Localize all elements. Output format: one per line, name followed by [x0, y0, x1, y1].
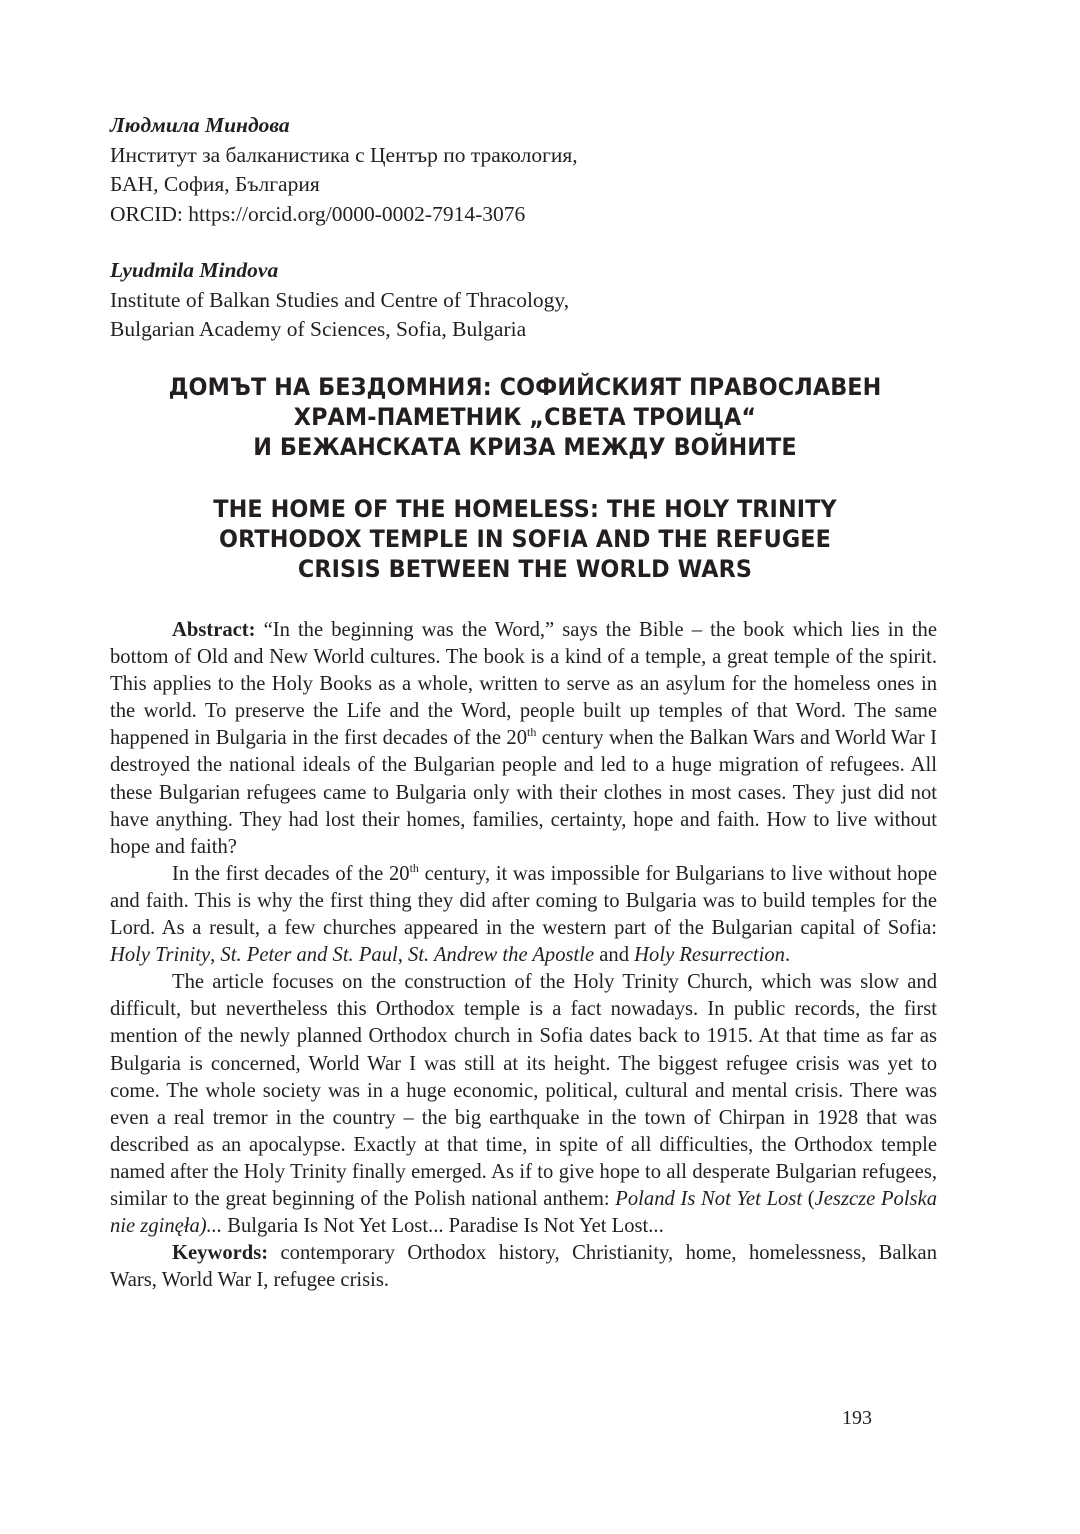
- abstract-paragraph-2: [110, 861, 937, 969]
- separator: ,: [397, 944, 409, 967]
- author-orcid: ORCID: https://orcid.org/0000-0002-7914-3076: [110, 201, 526, 226]
- title-line: ХРАМ-ПАМЕТНИК „СВЕТА ТРОИЦА“: [293, 403, 757, 431]
- title-line: CRISIS BETWEEN THE WORLD WARS: [297, 555, 753, 583]
- author-affiliation-line: Bulgarian Academy of Sciences, Sofia, Bulgaria: [110, 317, 527, 341]
- author-block-en: [110, 256, 950, 345]
- title-line: ДОМЪТ НА БЕЗДОМНИЯ: СОФИЙСКИЯТ ПРАВОСЛАВЕН: [168, 373, 882, 401]
- abstract-text: and: [594, 944, 635, 967]
- abstract-text: “In the beginning was the Word,” says the Bible – the book which lies in the bottom of Old and New World cultures. The book is a kind of a temple, a great temple of the spirit. This applies to the Holy Books as a whole, written to serve as an asylum for the homeless ones in the world. To preserve the Life and the Word, people built up temples of that Word. The same happened in Bulgaria in the first decades of the 20: [110, 619, 937, 750]
- church-name: Holy Resurrection: [634, 944, 785, 967]
- abstract-text: The article focuses on the construction of the Holy Trinity Church, which was slow and difficult, but nevertheless this Orthodox temple is a fact nowadays. In public records, the first mention of the newly planned Orthodox church in Sofia dates back to 1915. At that time as far as Bulgaria is concerned, World War I was still at its height. The biggest refugee crisis was yet to come. The whole society was in a huge economic, political, cultural and mental crisis. There was even a real tremor in the country – the big earthquake in the town of Chirpan in 1928 that was described as an apocalypse. Exactly at that time, in spite of all difficulties, the Orthodox temple named after the Holy Trinity finally emerged. As if to give hope to all desperate Bulgarian refugees, similar to the great beginning of the Polish national anthem:: [110, 971, 937, 1210]
- keywords-text: contemporary Orthodox history, Christianity, home, homelessness, Balkan Wars, World War I, refugee crisis.: [110, 1242, 937, 1292]
- title-bulgarian: [120, 372, 929, 462]
- abstract-text: .: [784, 944, 791, 967]
- author-name-bg: Людмила Миндова: [110, 113, 290, 137]
- superscript: th: [527, 725, 537, 740]
- abstract-paragraph-3: [110, 969, 937, 1240]
- church-name: Holy Trinity: [110, 944, 211, 967]
- title-english: [120, 494, 929, 584]
- author-affiliation-line: Institute of Balkan Studies and Centre of Thracology,: [110, 287, 570, 312]
- page-number: 193: [842, 1407, 872, 1429]
- abstract-text: century, it was impossible for Bulgarians to live without hope and faith. This is why the first thing they did after coming to Bulgaria was to build temples for the Lord. As a result, a few churches appeared in the western part of the Bulgarian capital of Sofia:: [110, 862, 937, 940]
- author-affiliation-line: БАН, София, България: [110, 172, 320, 196]
- author-affiliation-line: Институт за балканистика с Център по тракология,: [110, 142, 578, 167]
- abstract-text: Bulgaria Is Not Yet Lost... Paradise Is Not Yet Lost...: [222, 1215, 664, 1238]
- abstract-text: In the first decades of the 20: [172, 862, 410, 885]
- keywords-paragraph: [110, 1240, 937, 1294]
- abstract-section: [110, 617, 937, 1294]
- title-line: ORTHODOX TEMPLE IN SOFIA AND THE REFUGEE: [219, 525, 831, 553]
- anthem-title-polish: Jeszcze Polska nie zginęła)...: [110, 1187, 938, 1238]
- abstract-paragraph-1: [110, 617, 937, 861]
- title-line: И БЕЖАНСКАТА КРИЗА МЕЖДУ ВОЙНИТЕ: [253, 433, 797, 461]
- abstract-text: century when the Balkan Wars and World War I destroyed the national ideals of the Bulgarian people and led to a huge migration of refugees. All these Bulgarian refugees came to Bulgaria only with their clothes in most cases. They just did not have anything. They had lost their homes, families, certainty, hope and faith. How to live without hope and faith?: [110, 727, 937, 858]
- church-name: St. Andrew the Apostle: [408, 944, 595, 967]
- superscript: th: [409, 860, 419, 875]
- author-block-bg: [110, 111, 950, 229]
- anthem-title: Poland Is Not Yet Lost: [615, 1187, 803, 1210]
- author-name-en: Lyudmila Mindova: [110, 258, 279, 282]
- church-name: St. Peter and St. Paul: [220, 944, 398, 967]
- abstract-label: Abstract:: [172, 619, 256, 641]
- title-line: THE HOME OF THE HOMELESS: THE HOLY TRINITY: [213, 495, 837, 523]
- keywords-label: Keywords:: [172, 1242, 269, 1265]
- separator: ,: [210, 944, 221, 967]
- abstract-text: (: [802, 1187, 815, 1210]
